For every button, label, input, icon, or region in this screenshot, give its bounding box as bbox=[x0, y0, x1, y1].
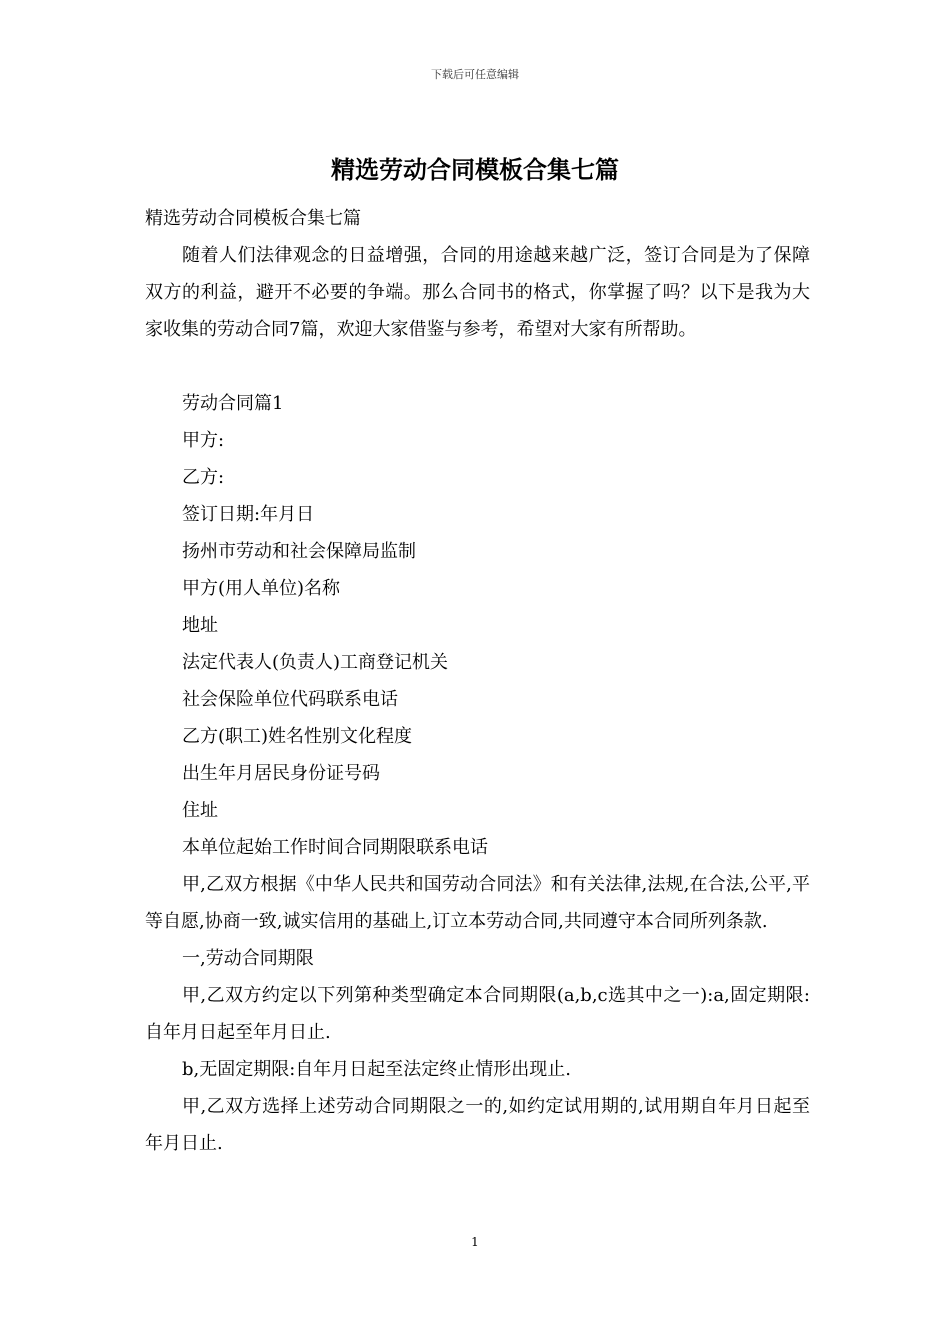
field-legal-rep: 法定代表人(负责人)工商登记机关 bbox=[182, 652, 449, 673]
field-supervisor: 扬州市劳动和社会保障局监制 bbox=[182, 541, 416, 562]
field-party-a: 甲方: bbox=[182, 430, 225, 451]
document-title: 精选劳动合同模板合集七篇 bbox=[331, 155, 619, 184]
clause-1-heading: 一,劳动合同期限 bbox=[182, 948, 314, 969]
field-employee-info: 乙方(职工)姓名性别文化程度 bbox=[182, 726, 413, 747]
field-employer-name: 甲方(用人单位)名称 bbox=[182, 578, 341, 599]
page-header-note: 下载后可任意编辑 bbox=[431, 68, 519, 81]
intro-paragraph: 随着人们法律观念的日益增强，合同的用途越来越广泛，签订合同是为了保障双方的利益，避开不必要的争端。那么合同书的格式，你掌握了吗？以下是我为大家收集的劳动合同7篇，欢迎大家借鉴与参考，希望对大家有所帮助。 bbox=[145, 245, 810, 340]
clause-1-paragraph-a: 甲,乙双方约定以下列第种类型确定本合同期限(a,b,c选其中之一):a,固定期限:自年月日起至年月日止. bbox=[145, 985, 810, 1043]
blank-line bbox=[145, 348, 810, 385]
clause-1-paragraph-b: b,无固定期限:自年月日起至法定终止情形出现止. bbox=[182, 1059, 572, 1080]
clause-1-paragraph-c: 甲,乙双方选择上述劳动合同期限之一的,如约定试用期的,试用期自年月日起至年月日止. bbox=[145, 1096, 810, 1154]
field-residence: 住址 bbox=[182, 800, 218, 821]
document-body bbox=[145, 200, 810, 1162]
basis-paragraph: 甲,乙双方根据《中华人民共和国劳动合同法》和有关法律,法规,在合法,公平,平等自愿,协商一致,诚实信用的基础上,订立本劳动合同,共同遵守本合同所列条款. bbox=[145, 874, 810, 932]
field-insurance-code: 社会保险单位代码联系电话 bbox=[182, 689, 398, 710]
field-sign-date: 签订日期:年月日 bbox=[182, 504, 315, 525]
field-birth-id: 出生年月居民身份证号码 bbox=[182, 763, 380, 784]
field-party-b: 乙方: bbox=[182, 467, 225, 488]
document-subtitle: 精选劳动合同模板合集七篇 bbox=[145, 208, 361, 229]
field-address: 地址 bbox=[182, 615, 218, 636]
page-number: 1 bbox=[471, 1235, 479, 1249]
section-heading: 劳动合同篇1 bbox=[182, 393, 284, 414]
field-start-date: 本单位起始工作时间合同期限联系电话 bbox=[182, 837, 488, 858]
